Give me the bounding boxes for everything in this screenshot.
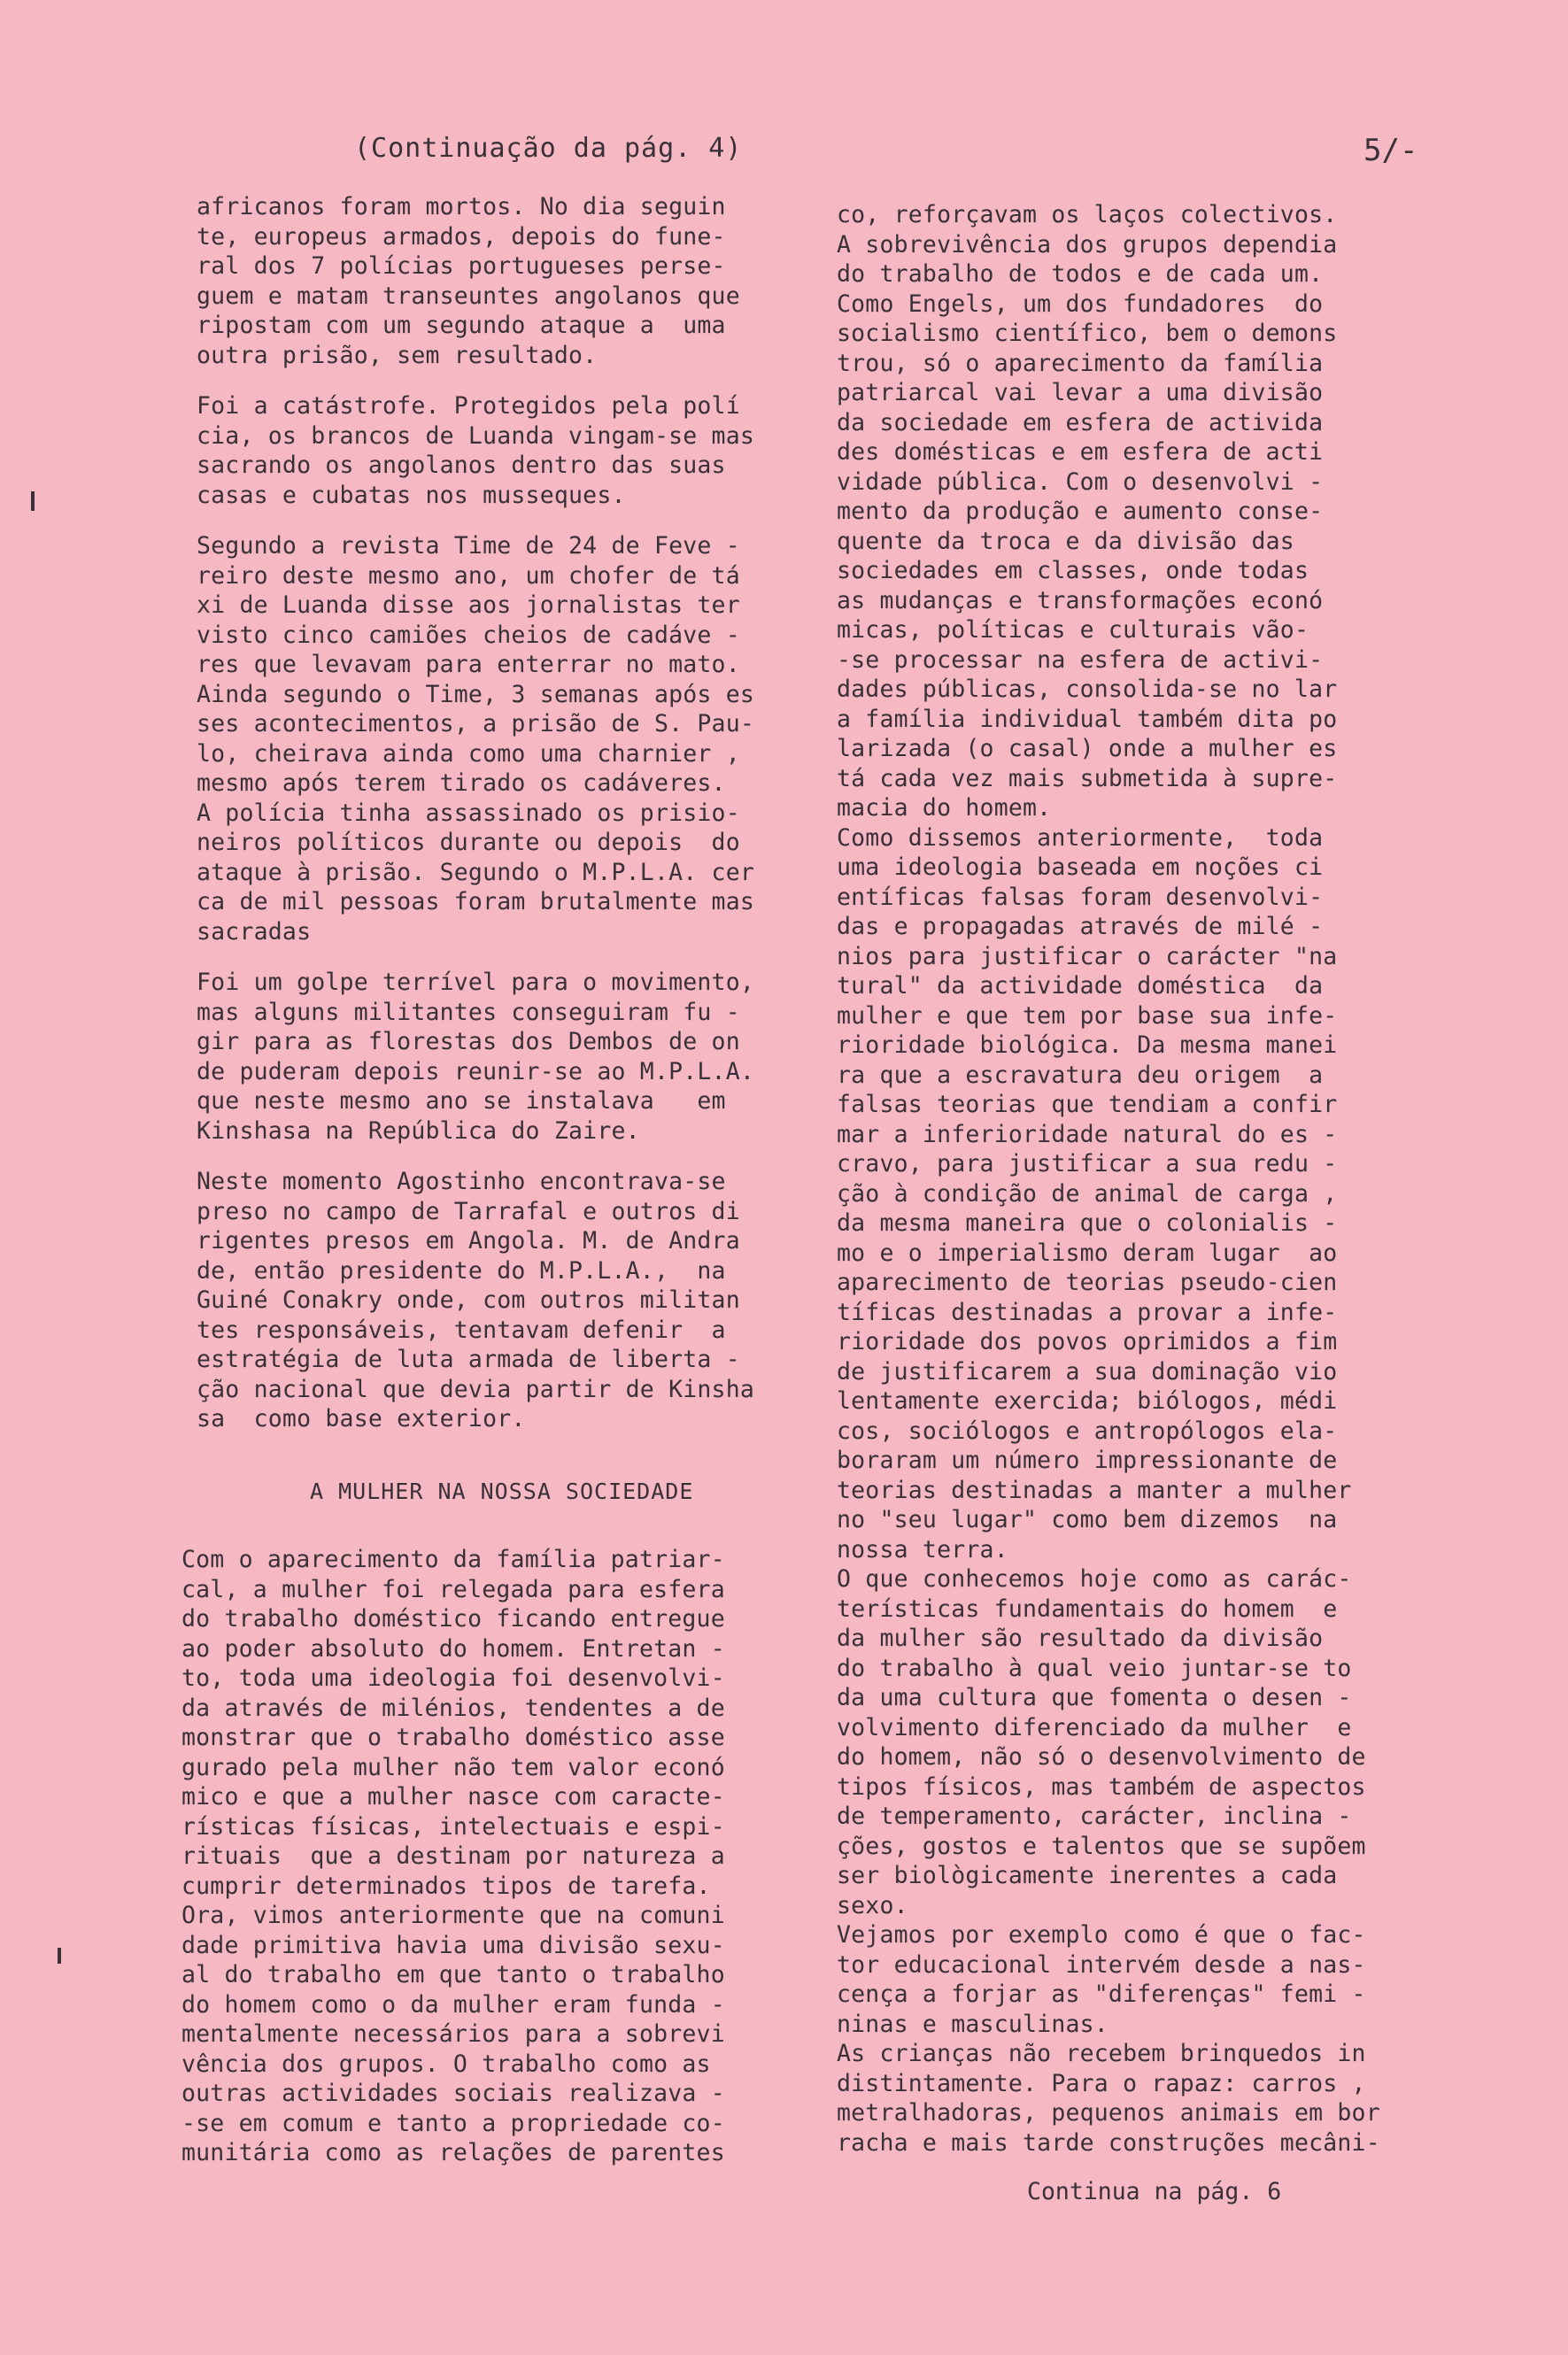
paragraph — [197, 968, 754, 1146]
text-line: A polícia tinha assassinado os prisio- — [197, 799, 740, 827]
text-line: preso no campo de Tarrafal e outros di — [197, 1197, 740, 1225]
left-column-bottom — [182, 1545, 725, 2168]
text-line: falsas teorias que tendiam a confir — [837, 1091, 1338, 1118]
text-line: nios para justificar o carácter "na — [837, 942, 1338, 970]
text-line: ção nacional que devia partir de Kinsha — [197, 1375, 755, 1403]
text-line: da mulher são resultado da divisão — [837, 1625, 1324, 1652]
text-line: O que conhecemos hoje como as carác- — [837, 1565, 1352, 1593]
text-line: quente da troca e da divisão das — [837, 527, 1294, 555]
text-line: estratégia de luta armada de liberta - — [197, 1346, 740, 1373]
text-line: do trabalho de todos e de cada um. — [837, 260, 1324, 288]
text-line: mico e que a mulher nasce com caracte- — [182, 1783, 725, 1811]
text-line: dade primitiva havia uma divisão sexu- — [182, 1931, 725, 1959]
text-line: trou, só o aparecimento da família — [837, 349, 1324, 377]
text-line: Foi um golpe terrível para o movimento, — [197, 969, 755, 996]
text-line: monstrar que o trabalho doméstico asse — [182, 1724, 725, 1751]
text-line: des domésticas e em esfera de acti — [837, 438, 1324, 466]
text-line: Vejamos por exemplo como é que o fac- — [837, 1921, 1366, 1949]
text-line: teorias destinadas a manter a mulher — [837, 1476, 1352, 1504]
text-line: ção à condição de animal de carga , — [837, 1179, 1338, 1208]
text-line: patriarcal vai levar a uma divisão — [837, 379, 1324, 406]
text-line: do homem, não só o desenvolvimento de — [837, 1743, 1366, 1771]
text-line: Guiné Conakry onde, com outros militan — [197, 1286, 740, 1314]
text-line: vidade pública. Com o desenvolvi - — [837, 467, 1324, 496]
text-line: no "seu lugar" como bem dizemos na — [837, 1506, 1338, 1533]
text-line: As crianças não recebem brinquedos in — [837, 2040, 1366, 2067]
text-line: mulher e que tem por base sua infe- — [837, 1001, 1338, 1030]
text-line: do homem como o da mulher eram funda - — [182, 1990, 725, 2019]
left-column-top — [197, 192, 754, 1455]
text-line: co, reforçavam os laços colectivos. — [837, 201, 1338, 228]
text-line: volvimento diferenciado da mulher e — [837, 1713, 1352, 1741]
text-line: visto cinco camiões cheios de cadáve - — [197, 621, 740, 649]
text-line: outras actividades sociais realizava - — [182, 2080, 725, 2107]
text-line: gir para as florestas dos Dembos de on — [197, 1028, 740, 1055]
text-line: al do trabalho em que tanto o trabalho — [182, 1961, 725, 1988]
text-line: racha e mais tarde construções mecâni- — [837, 2128, 1380, 2157]
text-line: ser biològicamente inerentes a cada — [837, 1862, 1338, 1889]
text-line: Segundo a revista Time de 24 de Feve - — [197, 532, 740, 560]
text-line: Neste momento Agostinho encontrava-se — [197, 1168, 726, 1195]
paragraph — [197, 192, 754, 370]
text-line: Kinshasa na República do Zaire. — [197, 1116, 640, 1145]
continuation-footer: Continua na pág. 6 — [1027, 2178, 1282, 2205]
text-line: sociedades em classes, onde todas — [837, 557, 1309, 584]
text-line: micas, políticas e culturais vão- — [837, 616, 1309, 644]
text-line: nossa terra. — [837, 1535, 1008, 1564]
text-line: uma ideologia baseada em noções ci — [837, 853, 1324, 881]
section-title: A MULHER NA NOSSA SOCIEDADE — [310, 1479, 694, 1504]
text-line: cia, os brancos de Luanda vingam-se mas — [197, 421, 755, 450]
text-line: -se em comum e tanto a propriedade co- — [182, 2109, 725, 2137]
text-line: lentamente exercida; biólogos, médi — [837, 1387, 1338, 1415]
margin-mark — [31, 491, 35, 511]
text-line: munitária como as relações de parentes — [182, 2139, 725, 2166]
text-line: socialismo científico, bem o demons — [837, 320, 1338, 347]
text-line: Ora, vimos anteriormente que na comuni — [182, 1902, 725, 1929]
text-line: da mesma maneira que o colonialis - — [837, 1209, 1338, 1237]
text-line: sacrando os angolanos dentro das suas — [197, 452, 726, 479]
text-line: tíficas destinadas a provar a infe- — [837, 1298, 1338, 1326]
text-line: reiro deste mesmo ano, um chofer de tá — [197, 561, 740, 590]
text-line: mas alguns militantes conseguiram fu - — [197, 998, 740, 1026]
text-line: te, europeus armados, depois do fune- — [197, 222, 726, 251]
text-line: cravo, para justificar a sua redu - — [837, 1150, 1338, 1178]
text-line: aparecimento de teorias pseudo-cien — [837, 1269, 1338, 1296]
text-line: tipos físicos, mas também de aspectos — [837, 1772, 1366, 1801]
text-line: mentalmente necessários para a sobrevi — [182, 2020, 725, 2048]
text-line: do trabalho à qual veio juntar-se to — [837, 1654, 1352, 1682]
text-line: xi de Luanda disse aos jornalistas ter — [197, 591, 740, 619]
text-line: ripostam com um segundo ataque a uma — [197, 312, 726, 339]
text-line: res que levavam para enterrar no mato. — [197, 651, 740, 678]
text-line: tural" da actividade doméstica da — [837, 972, 1324, 1000]
text-line: tor educacional intervém desde a nas- — [837, 1950, 1366, 1979]
text-line: cal, a mulher foi relegada para esfera — [182, 1575, 725, 1603]
text-line: tes responsáveis, tentavam defenir a — [197, 1316, 726, 1344]
text-line: cença a forjar as "diferenças" femi - — [837, 1981, 1366, 2008]
text-line: Como Engels, um dos fundadores do — [837, 290, 1324, 318]
text-line: cumprir determinados tipos de tarefa. — [182, 1872, 711, 1900]
text-line: ca de mil pessoas foram brutalmente mas — [197, 888, 755, 915]
text-line: Foi a catástrofe. Protegidos pela polí — [197, 392, 740, 420]
text-line: to, toda uma ideologia foi desenvolvi- — [182, 1664, 725, 1692]
text-line: mento da produção e aumento conse- — [837, 498, 1324, 525]
text-line: vência dos grupos. O trabalho como as — [182, 2050, 711, 2078]
text-line: ções, gostos e talentos que se supõem — [837, 1832, 1366, 1860]
text-line: neiros políticos durante ou depois do — [197, 829, 740, 856]
text-line: metralhadoras, pequenos animais em bor — [837, 2099, 1380, 2127]
continuation-header: (Continuação da pág. 4) — [354, 133, 743, 164]
text-line: as mudanças e transformações econó — [837, 586, 1324, 614]
page-number: 5/- — [1363, 133, 1418, 168]
paragraph — [182, 1545, 725, 2168]
text-line: a família individual também dita po — [837, 705, 1338, 733]
text-line: de justificarem a sua dominação vio — [837, 1357, 1338, 1386]
paragraph — [197, 531, 754, 946]
text-line: ses acontecimentos, a prisão de S. Pau- — [197, 710, 755, 737]
text-line: cos, sociólogos e antropólogos ela- — [837, 1417, 1338, 1445]
text-line: ra que a escravatura deu origem a — [837, 1061, 1324, 1089]
text-line: guem e matam transeuntes angolanos que — [197, 282, 740, 310]
text-line: de puderam depois reunir-se ao M.P.L.A. — [197, 1057, 755, 1085]
text-line: lo, cheirava ainda como uma charnier , — [197, 739, 740, 768]
text-line: da através de milénios, tendentes a de — [182, 1694, 725, 1722]
text-line: dades públicas, consolida-se no lar — [837, 676, 1338, 703]
text-line: sa como base exterior. — [197, 1405, 526, 1432]
text-line: mesmo após terem tirado os cadáveres. — [197, 769, 726, 797]
paragraph — [197, 1167, 754, 1434]
text-line: -se processar na esfera de activi- — [837, 645, 1324, 674]
text-line: larizada (o casal) onde a mulher es — [837, 735, 1338, 762]
text-line: das e propagadas através de milé - — [837, 913, 1324, 940]
text-line: rituais que a destinam por natureza a — [182, 1842, 725, 1870]
text-line: outra prisão, sem resultado. — [197, 341, 598, 369]
text-line: ninas e masculinas. — [837, 2010, 1108, 2038]
text-line: do trabalho doméstico ficando entregue — [182, 1605, 725, 1633]
text-line: Como dissemos anteriormente, toda — [837, 823, 1324, 852]
margin-mark — [58, 1948, 61, 1964]
text-line: boraram um número impressionante de — [837, 1447, 1338, 1474]
paragraph — [197, 391, 754, 510]
text-line: A sobrevivência dos grupos dependia — [837, 230, 1338, 259]
text-line: casas e cubatas nos musseques. — [197, 481, 626, 509]
paragraph — [837, 200, 1380, 2158]
text-line: sexo. — [837, 1891, 908, 1919]
text-line: Ainda segundo o Time, 3 semanas após es — [197, 680, 755, 708]
text-line: de temperamento, carácter, inclina - — [837, 1803, 1352, 1830]
text-line: mo e o imperialismo deram lugar ao — [837, 1239, 1338, 1267]
text-line: rioridade dos povos oprimidos a fim — [837, 1328, 1338, 1355]
text-line: gurado pela mulher não tem valor econó — [182, 1753, 725, 1781]
text-line: de, então presidente do M.P.L.A., na — [197, 1256, 726, 1285]
text-line: da sociedade em esfera de activida — [837, 408, 1324, 436]
text-line: terísticas fundamentais do homem e — [837, 1594, 1338, 1623]
text-line: africanos foram mortos. No dia seguin — [197, 193, 726, 220]
text-line: macia do homem. — [837, 794, 1052, 822]
text-line: distintamente. Para o rapaz: carros , — [837, 2069, 1366, 2097]
text-line: ral dos 7 polícias portugueses perse- — [197, 252, 726, 280]
text-line: mar a inferioridade natural do es - — [837, 1120, 1338, 1148]
text-line: sacradas — [197, 917, 312, 946]
text-line: ao poder absoluto do homem. Entretan - — [182, 1634, 725, 1663]
text-line: ataque à prisão. Segundo o M.P.L.A. cer — [197, 858, 755, 886]
text-line: da uma cultura que fomenta o desen - — [837, 1684, 1352, 1711]
text-line: rísticas físicas, intelectuais e espi- — [182, 1812, 725, 1841]
text-line: que neste mesmo ano se instalava em — [197, 1087, 726, 1115]
text-line: Com o aparecimento da família patriar- — [182, 1546, 725, 1573]
text-line: rigentes presos em Angola. M. de Andra — [197, 1227, 740, 1255]
text-line: rioridade biológica. Da mesma manei — [837, 1031, 1338, 1059]
text-line: tá cada vez mais submetida à supre- — [837, 764, 1338, 792]
text-line: entíficas falsas foram desenvolvi- — [837, 883, 1324, 911]
right-column — [837, 200, 1380, 2158]
